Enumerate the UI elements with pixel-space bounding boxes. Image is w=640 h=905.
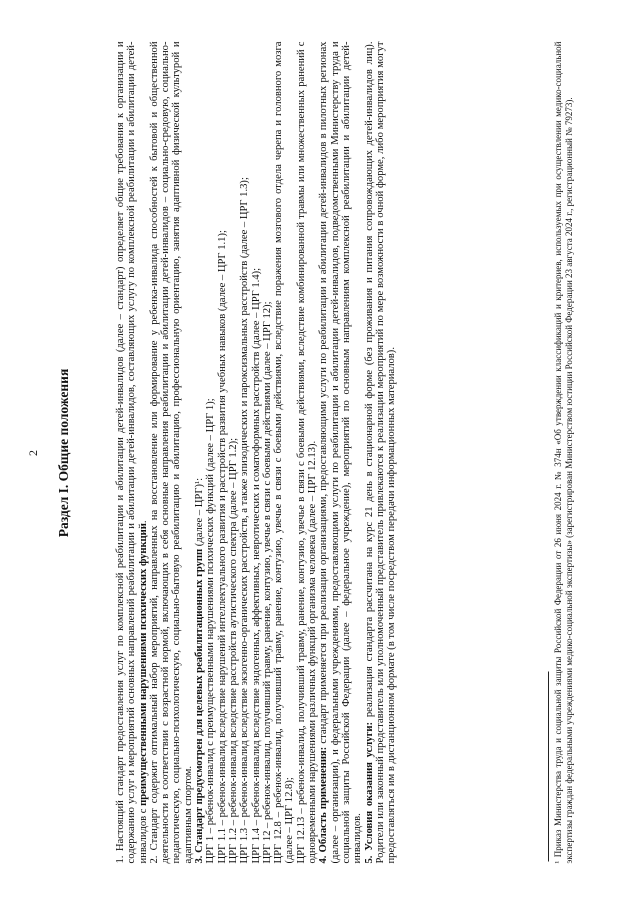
footnote-divider [548, 671, 549, 861]
page-number: 2 [26, 449, 40, 456]
paragraph-4-heading: 4. Область применения: [318, 746, 330, 863]
paragraph-1-emphasis: преимущественными нарушениями психических функций [137, 522, 149, 806]
paragraph-5-text: реализация стандарта рассчитана на курс 21 день в стационарной форме (без проживания и питания сопровождающих детей-инвалидов лиц). Родители или законный представитель или уполномоченный представитель привлекаются к реализации мероприятий по мере возможности в очной форме, либо мероприятия могут предоставляться им в дистанционном формате (в том числе посредством передачи информационных материалов). [363, 41, 398, 863]
crg-list-item: ЦРГ 12.13 – ребенок-инвалид, получивший травму, ранение, контузию, увечье в связи с боевыми действиями, вследствие комбинированной травмы или множественных ранений с одновременными нарушениями различных функций организма человека (далее – ЦРГ 12.13). [295, 41, 319, 863]
crg-list-item: ЦРГ 1.2 – ребенок-инвалид вследствие расстройств аутистического спектра (далее – ЦРГ 1.2); [227, 437, 239, 863]
paragraph-4-text: стандарт применяется при реализации организациями, предоставляющими услуги по реабилитации и абилитации детей-инвалидов в пилотных регионах (далее – организации), и федеральными учреждениями, предоставляющими услуги по реабилитации и абилитации детей-инвалидов, подведомственными Министерству труда и социальной защиты Российской Федерации (далее – федеральное учреждение), мероприятий по основным направлениям комплексной реабилитации и абилитации детей-инвалидов. [318, 41, 364, 863]
paragraph-1-text: 1. Настоящий стандарт предоставления услуг по комплексной реабилитации и абилитации детей-инвалидов (далее – стандарт) определяет общие требования к организации и содержанию услуг и мероприятий основных направлений реабилитации и абилитации детей-инвалидов, составляющих услугу по комплексной реабилитации и абилитации детей-инвалидов с [115, 41, 149, 863]
crg-list-item: ЦРГ 12 – ребенок-инвалид, получивший травму, ранение, контузию, увечье в связи с боевыми действиями (далее – ЦРГ 12); [261, 300, 273, 863]
paragraph-3 [194, 41, 205, 863]
paragraph-1 [115, 41, 149, 863]
section-title: Раздел I. Общие положения [56, 368, 71, 537]
crg-list-item: ЦРГ 1.4 – ребенок-инвалид вследствие эндогенных, аффективных, невротических и соматоформных расстройств (далее – ЦРГ 1.4); [250, 267, 262, 863]
crg-list-item: ЦРГ 1.3 – ребенок-инвалид вследствие экзогенно-органических расстройств, а также эпизодических и пароксизмальных расстройств (далее – ЦРГ 1.3); [239, 176, 251, 863]
paragraph-5 [364, 41, 398, 863]
paragraph-4 [318, 41, 363, 863]
document-page [20, 20, 620, 885]
paragraph-2: 2. Стандарт содержит оптимальный набор мероприятий, направленных на восстановление или формирование у ребенка-инвалида способностей к бытовой и общественной деятельности в соответствии с возрастной нормой, включающих в себя основные направления реабилитации и абилитации детей-инвалидов – социально-средовую, социально-педагогическую, социально-психологическую, социально-бытовую реабилитацию и абилитацию, профессиональную ориентацию, занятия адаптивной физической культурой и адаптивным спортом. [148, 41, 194, 863]
paragraph-5-heading: 5. Условия оказания услуги: [363, 721, 375, 863]
paragraph-3-heading: 3. Стандарт предусмотрен для целевых реабилитационных групп [194, 548, 206, 863]
body-text [115, 41, 397, 863]
crg-list-item: ЦРГ 1 – ребенок-инвалид с преимущественными нарушениями психических функций (далее – ЦРГ 1); [205, 397, 217, 863]
paragraph-1-end: . [137, 519, 149, 523]
crg-list-item: ЦРГ 12.8 – ребенок-инвалид, получивший травму, ранение, контузию, увечье в связи с боевыми действиями, вследствие поражения мозгового отдела черепа и головного мозга (далее – ЦРГ 12.8); [273, 41, 296, 863]
crg-list-item: ЦРГ 1.1 – ребенок-инвалид вследствие нарушений интеллектуального развития и расстройств развития учебных навыков (далее – ЦРГ 1.1); [216, 229, 228, 863]
footnote: ¹ Приказ Министерства труда и социальной защиты Российской Федерации от 26 июня 2024 г. № 374н «Об утверждении классификаций и критериев, используемых при осуществлении медико-социальной экспертизы граждан федеральными учреждениями медико-социальной экспертизы» (зарегистрирован Министерством юстиции Российской Федерации 23 августа 2024 г., регистрационный № 79273). [553, 41, 574, 863]
paragraph-3-text: (далее – ЦРГ)¹: [194, 477, 206, 549]
